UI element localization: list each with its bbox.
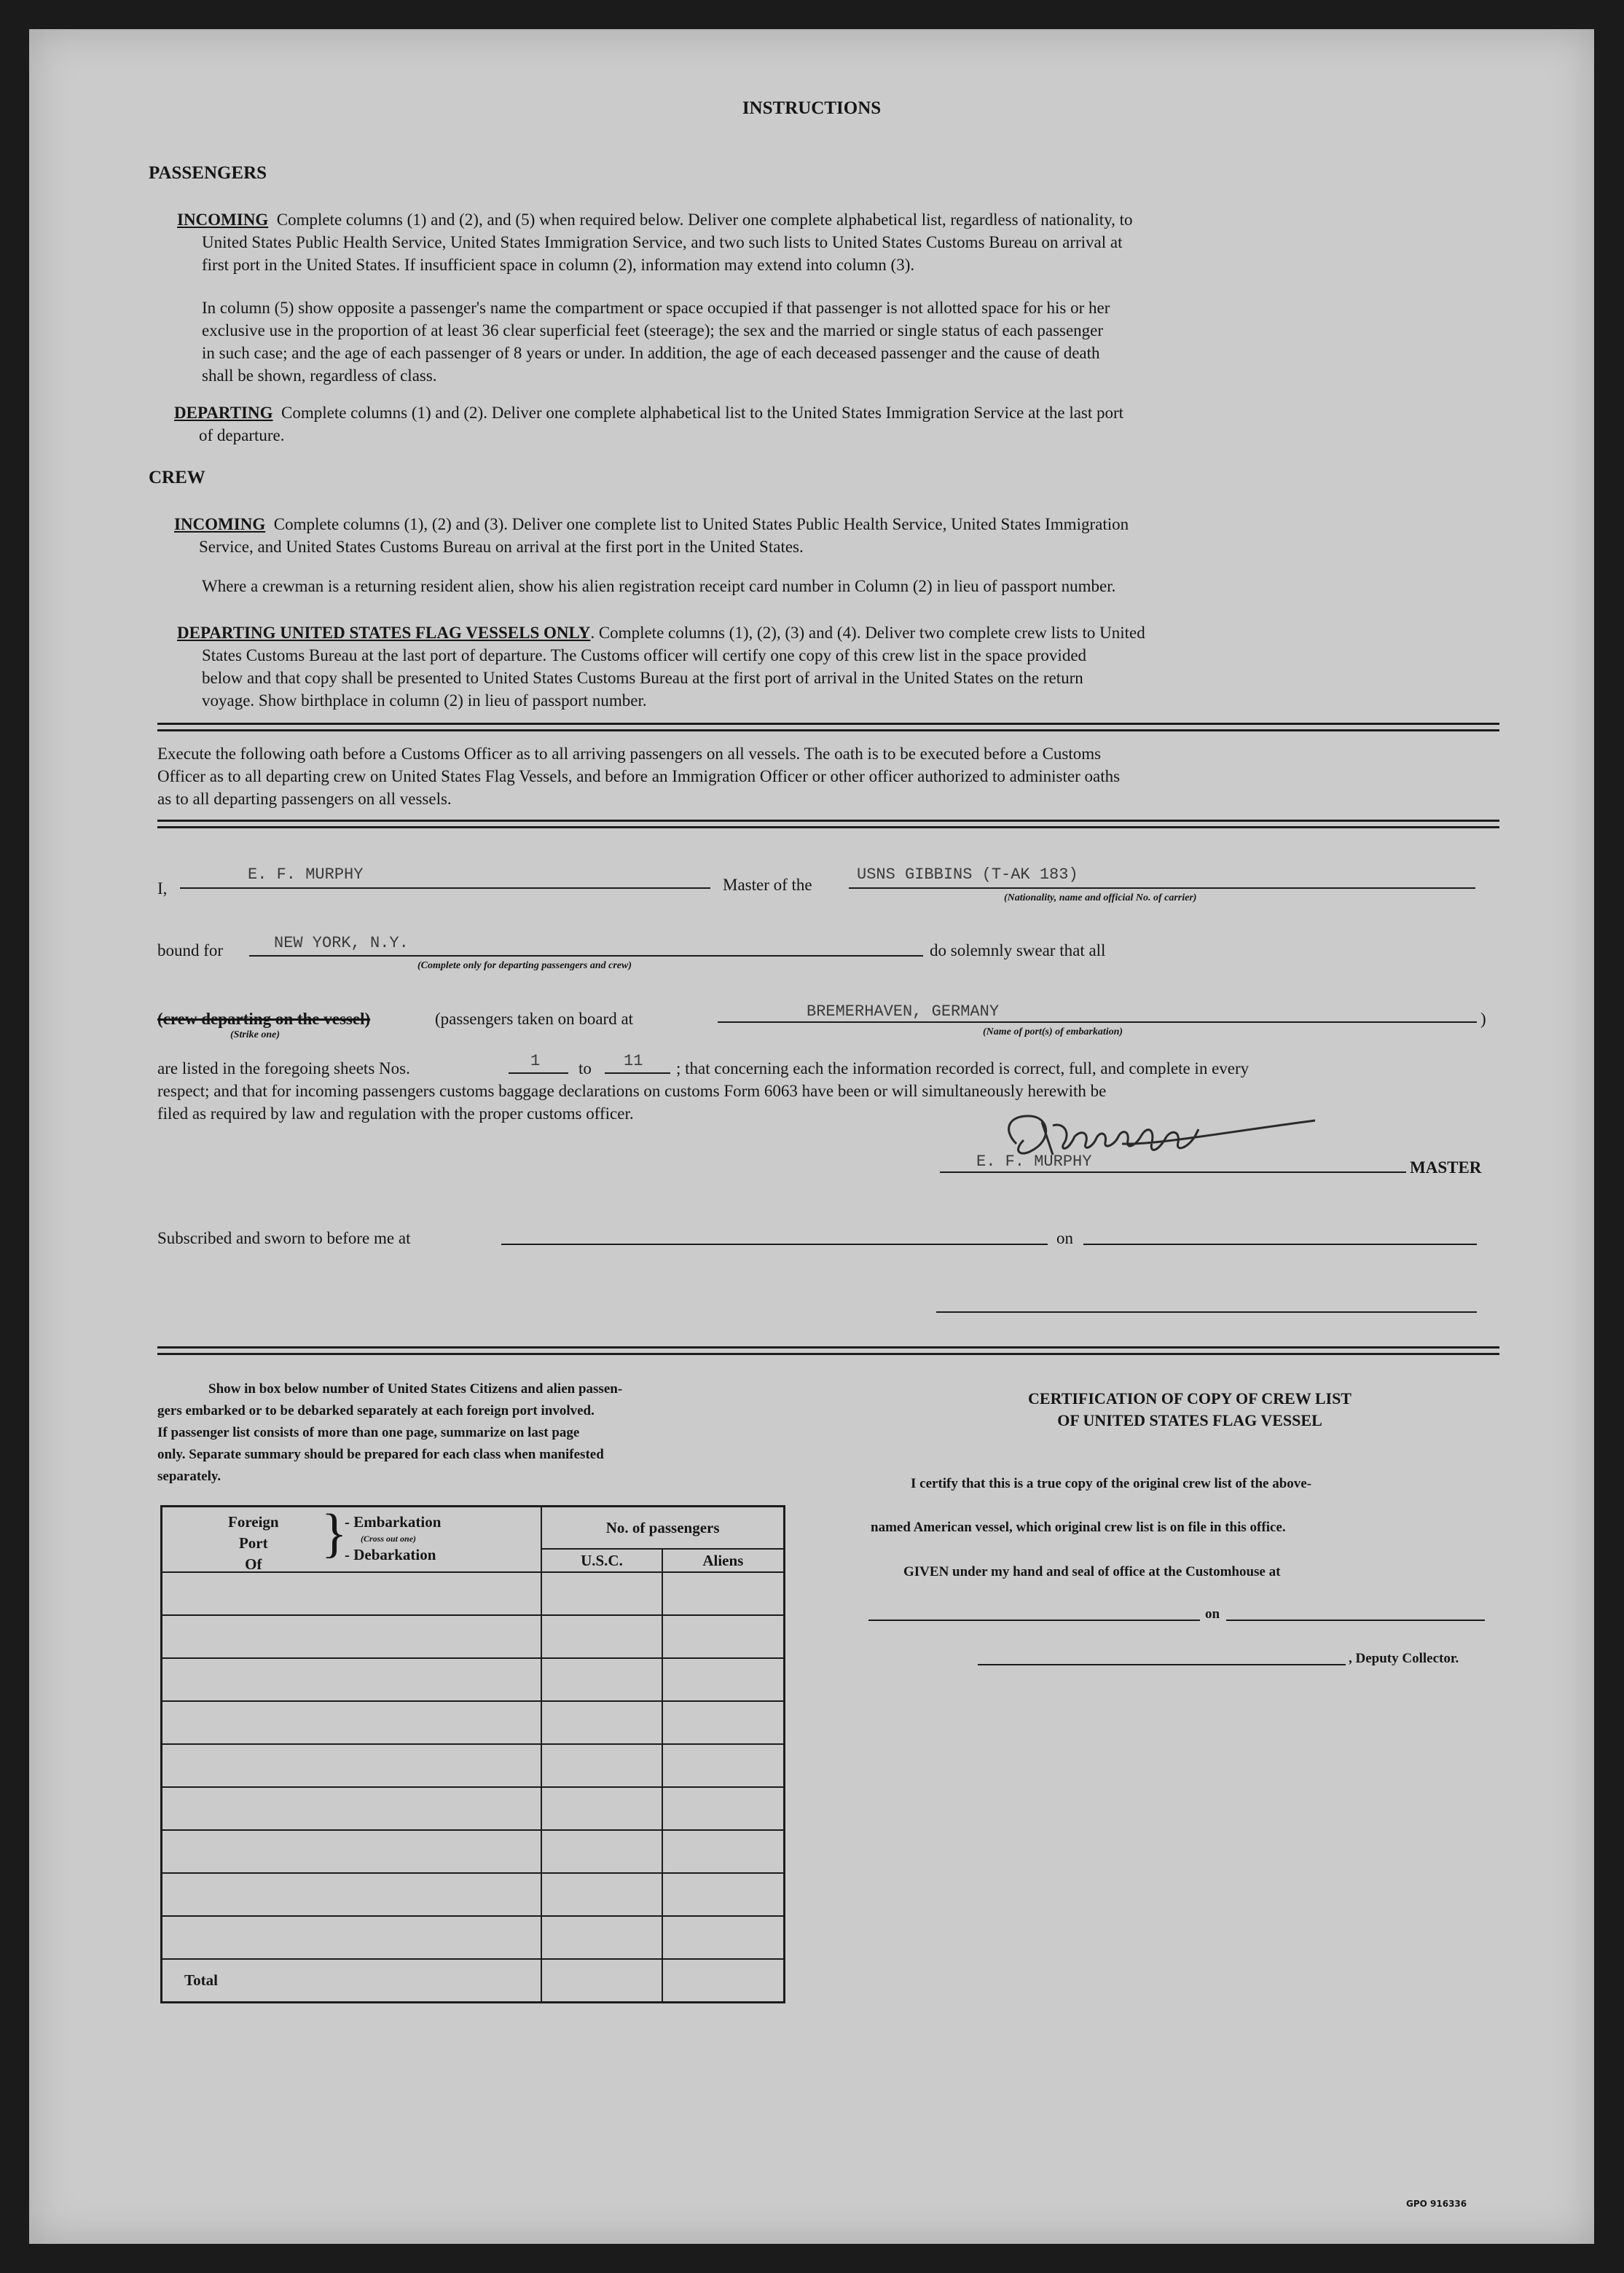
sheets-to-label: to <box>578 1059 592 1077</box>
summary-note-line-1: Show in box below number of United States Citizens and alien passen- <box>208 1381 623 1397</box>
certification-on-label: on <box>1205 1606 1220 1622</box>
passengers-heading: PASSENGERS <box>149 163 267 183</box>
usc-cell[interactable] <box>541 1615 662 1658</box>
destination-value: NEW YORK, N.Y. <box>274 934 409 952</box>
crew-departing-struck: (crew departing on the vessel) <box>157 1010 371 1028</box>
certification-title <box>895 1388 1485 1432</box>
sworn-date-field[interactable] <box>1083 1244 1477 1245</box>
aliens-cell[interactable] <box>662 1615 785 1658</box>
usc-cell[interactable] <box>541 1787 662 1830</box>
usc-cell[interactable] <box>541 1916 662 1959</box>
oath-intro-line-1: Execute the following oath before a Customs Officer as to all arriving passengers on all vessels. The oath is to be executed before a Customs <box>157 745 1102 763</box>
aliens-header: Aliens <box>662 1549 785 1572</box>
usc-cell[interactable] <box>541 1830 662 1873</box>
port-cell[interactable] <box>162 1701 542 1744</box>
crew-incoming-line-2: Service, and United States Customs Bureau on arrival at the first port in the United States. <box>199 538 804 556</box>
passengers-incoming-line-2: United States Public Health Service, United States Immigration Service, and two such lists to United States Customs Bureau on arrival at <box>202 233 1123 251</box>
sheet-to-field[interactable] <box>605 1072 670 1074</box>
deputy-collector-signature-field[interactable] <box>978 1664 1346 1665</box>
deputy-collector-label: , Deputy Collector. <box>1349 1651 1459 1666</box>
aliens-cell[interactable] <box>662 1658 785 1701</box>
oath-intro-line-3: as to all departing passengers on all vessels. <box>157 790 452 808</box>
bound-for-label: bound for <box>157 941 224 959</box>
port-cell[interactable] <box>162 1787 542 1830</box>
embarkation-label[interactable]: - Embarkation <box>345 1513 442 1531</box>
passengers-incoming-line-1 <box>177 209 1133 231</box>
usc-cell[interactable] <box>541 1701 662 1744</box>
passengers-column5-line-1: In column (5) show opposite a passenger's name the compartment or space occupied if that passenger is not allotted space for his or her <box>202 299 1110 317</box>
passengers-column5-line-2: exclusive use in the proportion of at least 36 clear superficial feet (steerage); the sex and the married or single status of each passenger <box>202 321 1104 339</box>
swear-label: do solemnly swear that all <box>930 941 1106 959</box>
sheet-from-value: 1 <box>530 1052 541 1070</box>
passengers-incoming-label: INCOMING <box>177 211 269 229</box>
sworn-on-label: on <box>1056 1229 1073 1247</box>
oath-line-2: respect; and that for incoming passengers customs baggage declarations on customs Form 6063 have been or will simultaneously herewith be <box>157 1082 1107 1100</box>
officer-signature-field[interactable] <box>936 1311 1477 1313</box>
passengers-departing-line-1 <box>174 402 1123 424</box>
destination-field[interactable] <box>249 955 923 957</box>
aliens-cell[interactable] <box>662 1744 785 1787</box>
crew-resident-note: Where a crewman is a returning resident alien, show his alien registration receipt card number in Column (2) in lieu of passport number. <box>202 577 1116 595</box>
subscribed-label: Subscribed and sworn to before me at <box>157 1229 411 1247</box>
section-divider-3 <box>157 1346 1499 1355</box>
aliens-cell[interactable] <box>662 1916 785 1959</box>
passengers-departing-line-2: of departure. <box>199 426 285 444</box>
embarkation-caption: (Name of port(s) of embarkation) <box>983 1026 1123 1037</box>
sheet-to-value: 11 <box>624 1052 643 1070</box>
usc-header: U.S.C. <box>541 1549 662 1572</box>
aliens-cell[interactable] <box>662 1572 785 1615</box>
customhouse-field[interactable] <box>868 1620 1200 1621</box>
passengers-on-board-label: (passengers taken on board at <box>435 1010 634 1028</box>
usc-cell[interactable] <box>541 1873 662 1916</box>
certification-title-line-1: CERTIFICATION OF COPY OF CREW LIST <box>1028 1389 1352 1408</box>
no-passengers-header: No. of passengers <box>541 1507 784 1550</box>
usc-cell[interactable] <box>541 1658 662 1701</box>
sheets-label: are listed in the foregoing sheets Nos. <box>157 1059 410 1077</box>
cross-out-note: (Cross out one) <box>361 1534 417 1544</box>
crew-incoming-line-1 <box>174 514 1129 535</box>
summary-note <box>157 1378 622 1488</box>
crew-departing-text: . Complete columns (1), (2), (3) and (4). Deliver two complete crew lists to United <box>590 624 1145 642</box>
crew-departing-line-3: below and that copy shall be presented to United States Customs Bureau at the first port of arrival in the United States on the return <box>202 669 1083 687</box>
total-label: Total <box>162 1959 542 2003</box>
port-cell[interactable] <box>162 1744 542 1787</box>
section-divider-1 <box>157 723 1499 731</box>
form-page <box>29 29 1594 2244</box>
foreign-port-header <box>162 1504 542 1573</box>
vessel-caption: (Nationality, name and official No. of carrier) <box>1004 892 1197 903</box>
sheets-rest-text: ; that concerning each the information recorded is correct, full, and complete in every <box>676 1059 1250 1077</box>
master-signature-line[interactable] <box>940 1171 1406 1173</box>
strike-caption: (Strike one) <box>230 1029 281 1040</box>
port-cell[interactable] <box>162 1830 542 1873</box>
destination-caption: (Complete only for departing passengers and crew) <box>417 960 632 971</box>
crew-incoming-label: INCOMING <box>174 515 266 533</box>
certification-title-line-2: OF UNITED STATES FLAG VESSEL <box>1057 1411 1322 1429</box>
close-paren: ) <box>1480 1010 1486 1028</box>
crew-heading: CREW <box>149 468 205 487</box>
oath-intro-line-2: Officer as to all departing crew on United States Flag Vessels, and before an Immigration Officer or other officer authorized to administer oaths <box>157 767 1121 785</box>
port-cell[interactable] <box>162 1658 542 1701</box>
master-name-value: E. F. MURPHY <box>248 865 364 884</box>
aliens-cell[interactable] <box>662 1873 785 1916</box>
master-name-field[interactable] <box>180 887 710 889</box>
crew-departing-line-4: voyage. Show birthplace in column (2) in lieu of passport number. <box>202 691 647 710</box>
summary-note-line-5: separately. <box>157 1469 221 1484</box>
port-cell[interactable] <box>162 1873 542 1916</box>
signer-name: E. F. MURPHY <box>976 1153 1092 1171</box>
oath-line-3: filed as required by law and regulation with the proper customs officer. <box>157 1104 634 1123</box>
certification-date-field[interactable] <box>1226 1620 1485 1621</box>
summary-note-line-4: only. Separate summary should be prepared for each class when manifested <box>157 1447 604 1462</box>
passengers-departing-label: DEPARTING <box>174 404 273 422</box>
embarkation-port-value: BREMERHAVEN, GERMANY <box>807 1002 1000 1021</box>
crew-departing-line-2: States Customs Bureau at the last port of departure. The Customs officer will certify one copy of this crew list in the space provided <box>202 646 1087 664</box>
certification-line-3: GIVEN under my hand and seal of office at the Customhouse at <box>903 1564 1281 1579</box>
gpo-number: GPO 916336 <box>1406 2199 1467 2209</box>
sworn-location-field[interactable] <box>501 1244 1048 1245</box>
master-label: MASTER <box>1410 1158 1482 1177</box>
usc-cell[interactable] <box>541 1572 662 1615</box>
passengers-incoming-text: Complete columns (1) and (2), and (5) when required below. Deliver one complete alphabetical list, regardless of nationality, to <box>276 211 1133 229</box>
brace-icon: } <box>321 1504 348 1563</box>
crew-departing-label: DEPARTING UNITED STATES FLAG VESSELS ONLY <box>177 624 591 642</box>
oath-i-label: I, <box>157 879 168 898</box>
passengers-column5-line-4: shall be shown, regardless of class. <box>202 366 437 385</box>
master-of-label: Master of the <box>723 876 812 894</box>
summary-note-line-2: gers embarked or to be debarked separately at each foreign port involved. <box>157 1403 595 1418</box>
aliens-total-cell[interactable] <box>662 1959 785 2003</box>
certification-line-1: I certify that this is a true copy of the original crew list of the above- <box>911 1476 1312 1491</box>
embarkation-port-field[interactable] <box>718 1021 1477 1023</box>
page-title: INSTRUCTIONS <box>742 98 882 118</box>
aliens-cell[interactable] <box>662 1701 785 1744</box>
summary-note-line-3: If passenger list consists of more than one page, summarize on last page <box>157 1425 580 1440</box>
sheet-from-field[interactable] <box>509 1072 568 1074</box>
aliens-cell[interactable] <box>662 1830 785 1873</box>
passengers-incoming-line-3: first port in the United States. If insufficient space in column (2), information may extend into column (3). <box>202 256 915 274</box>
section-divider-2 <box>157 820 1499 828</box>
crew-departing-line-1 <box>177 622 1145 644</box>
foreign-label: Foreign <box>228 1513 279 1531</box>
vessel-value: USNS GIBBINS (T-AK 183) <box>857 865 1078 884</box>
certification-line-2: named American vessel, which original crew list is on file in this office. <box>871 1520 1286 1535</box>
debarkation-label[interactable]: - Debarkation <box>345 1546 436 1563</box>
passengers-column5-line-3: in such case; and the age of each passenger of 8 years or under. In addition, the age of each deceased passenger and the cause of death <box>202 344 1100 362</box>
usc-cell[interactable] <box>541 1744 662 1787</box>
vessel-field[interactable] <box>849 887 1475 889</box>
passengers-departing-text: Complete columns (1) and (2). Deliver one complete alphabetical list to the United States Immigration Service at the last port <box>281 404 1124 422</box>
port-cell[interactable] <box>162 1916 542 1959</box>
port-cell[interactable] <box>162 1615 542 1658</box>
of-label: Of <box>245 1555 262 1573</box>
usc-total-cell[interactable] <box>541 1959 662 2003</box>
aliens-cell[interactable] <box>662 1787 785 1830</box>
port-cell[interactable] <box>162 1572 542 1615</box>
crew-incoming-text: Complete columns (1), (2) and (3). Deliver one complete list to United States Public Health Service, United States Immigration <box>273 515 1129 533</box>
port-label: Port <box>238 1534 268 1552</box>
passenger-summary-table <box>160 1505 785 2003</box>
